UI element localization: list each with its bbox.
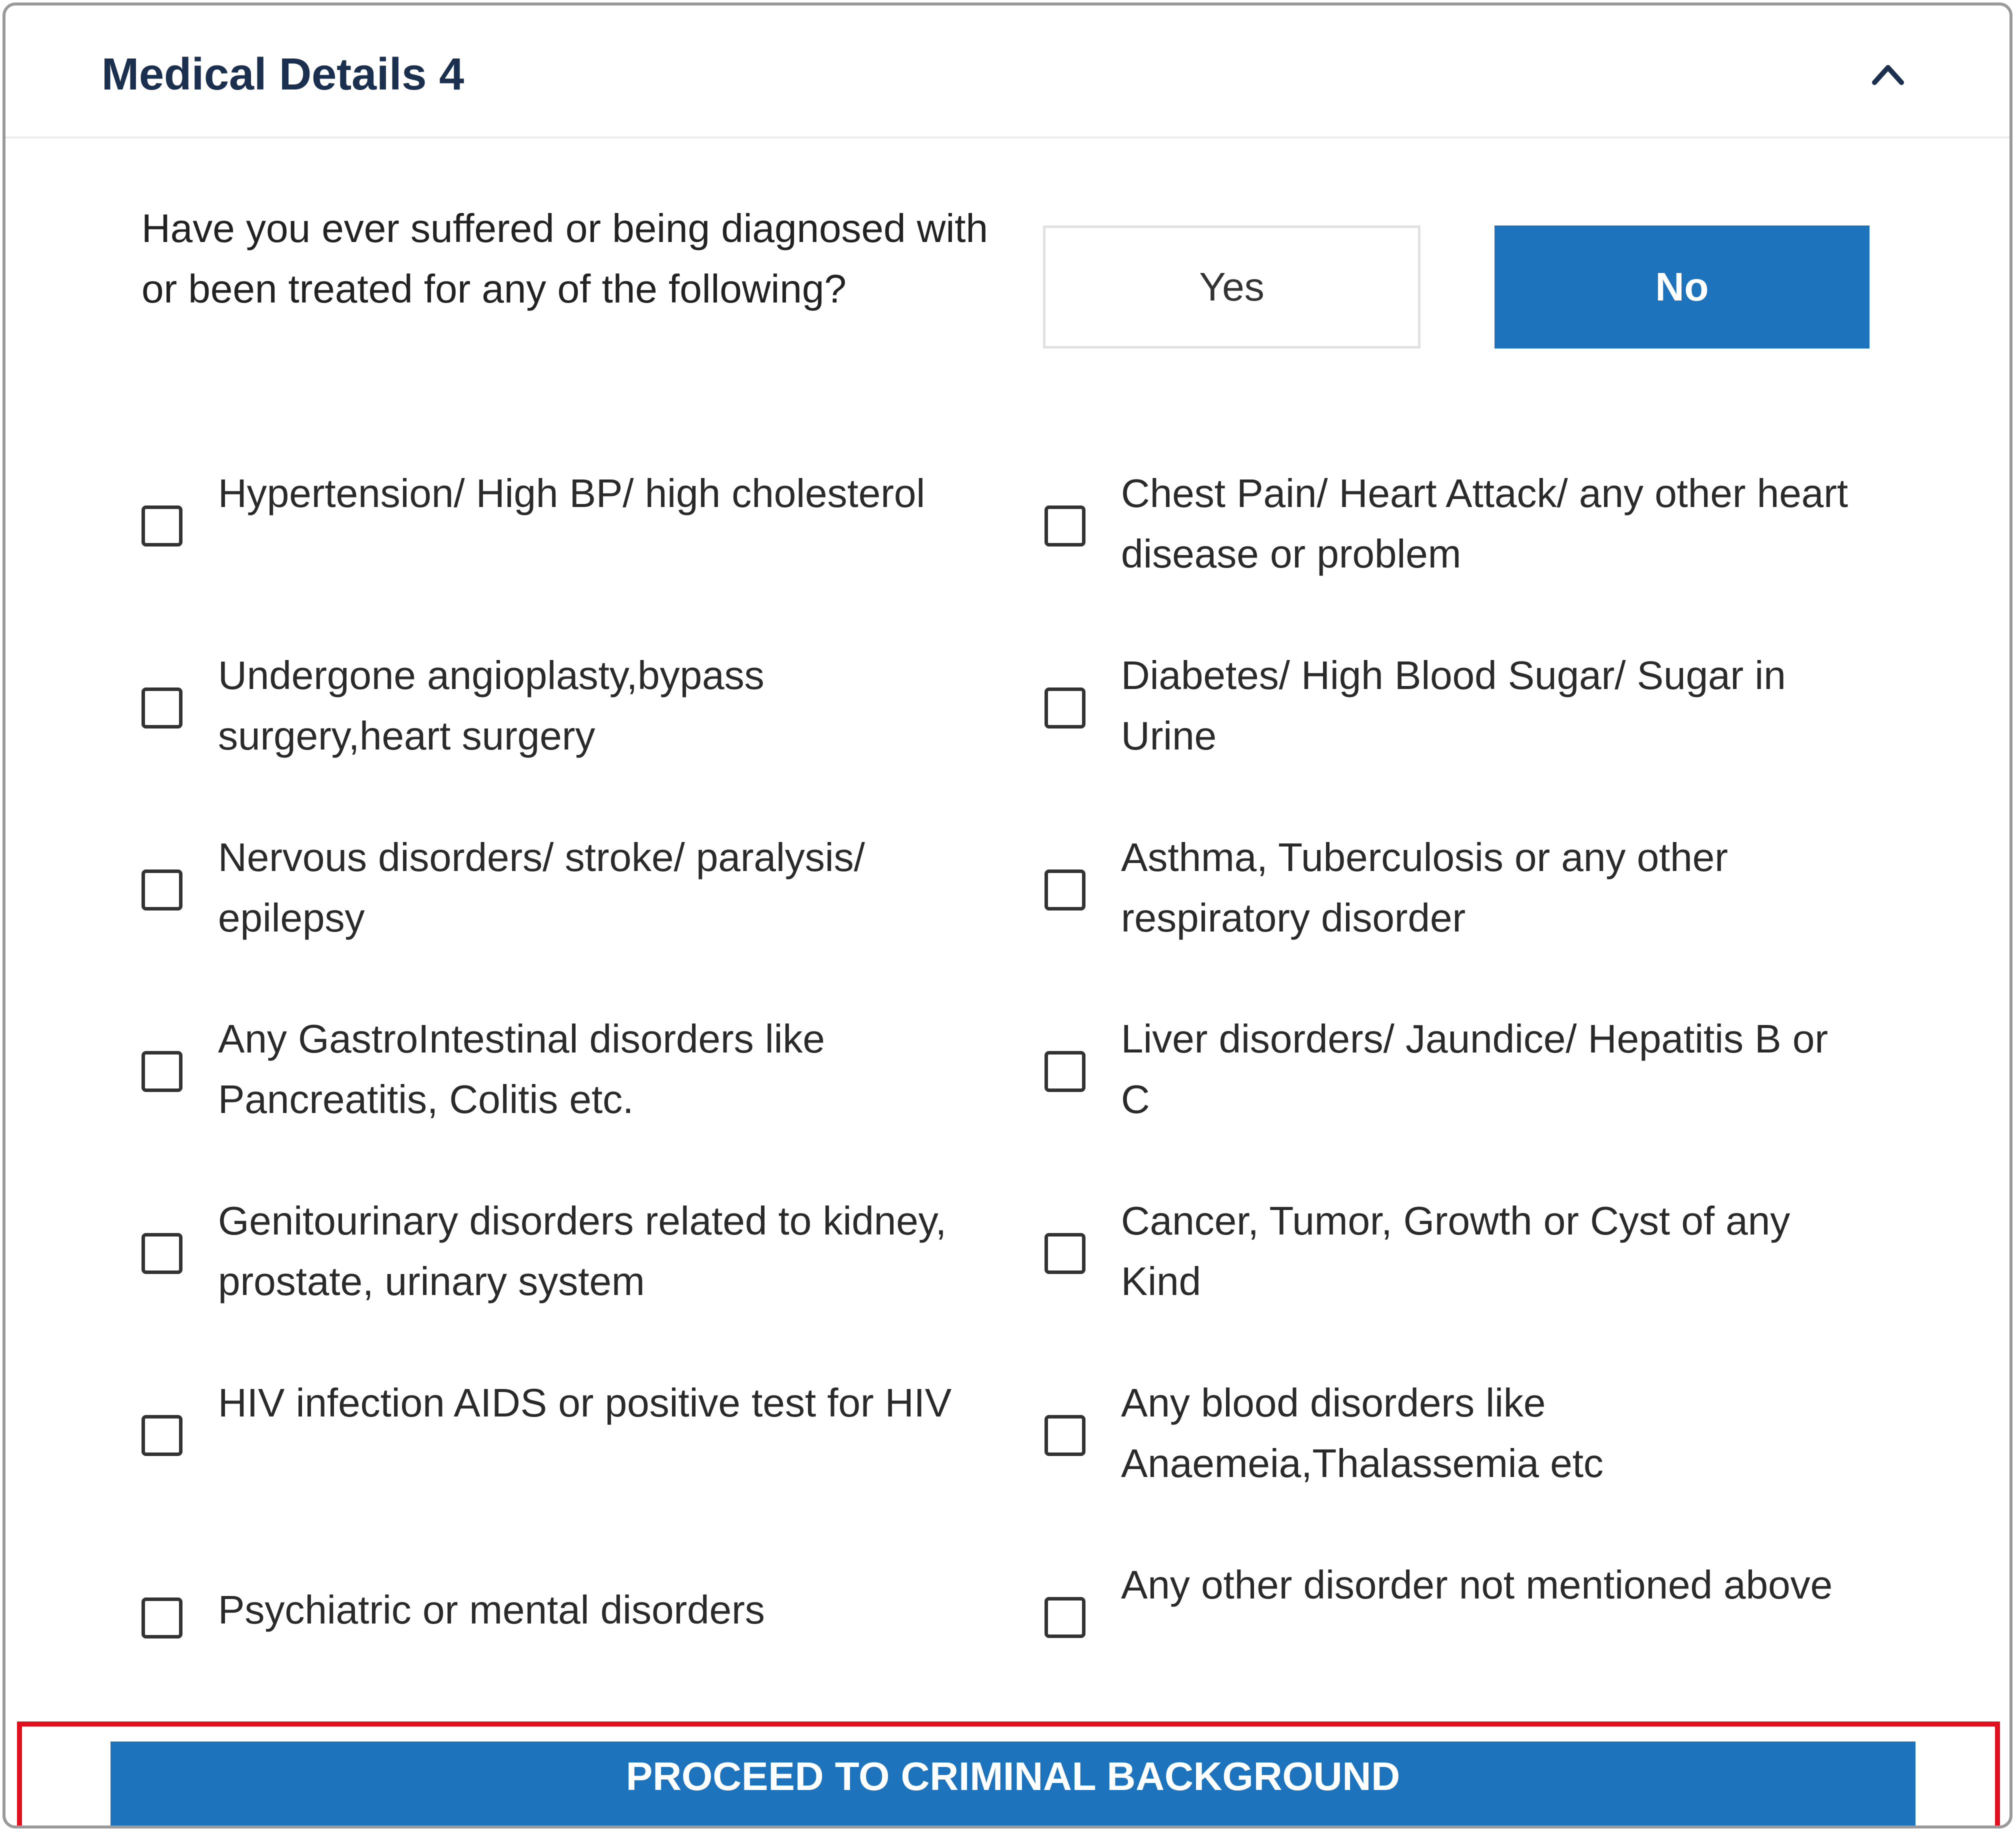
checkbox[interactable] bbox=[1044, 688, 1086, 728]
checkbox[interactable] bbox=[1044, 1233, 1086, 1274]
condition-label: Diabetes/ High Blood Sugar/ Sugar in Urine bbox=[1121, 653, 1786, 758]
condition-label: Any GastroIntestinal disorders like Pancreatitis, Colitis etc. bbox=[218, 1016, 825, 1122]
checkbox[interactable] bbox=[142, 1415, 182, 1456]
checkbox[interactable] bbox=[142, 1051, 182, 1092]
section-header[interactable] bbox=[6, 6, 2010, 138]
condition-label: Psychiatric or mental disorders bbox=[218, 1588, 765, 1632]
condition-label: Asthma, Tuberculosis or any other respiratory disorder bbox=[1121, 835, 1728, 940]
condition-label: Genitourinary disorders related to kidney, prostate, urinary system bbox=[218, 1198, 947, 1304]
checkbox[interactable] bbox=[1044, 1597, 1086, 1638]
condition-label: Any blood disorders like Anaemeia,Thalassemia etc bbox=[1121, 1380, 1604, 1486]
condition-label: Hypertension/ High BP/ high cholesterol bbox=[218, 471, 926, 516]
condition-label: Any other disorder not mentioned above bbox=[1121, 1562, 1833, 1607]
checkbox[interactable] bbox=[142, 870, 182, 910]
condition-label: HIV infection AIDS or positive test for HIV bbox=[218, 1380, 952, 1425]
no-button[interactable]: No bbox=[1494, 226, 1870, 348]
checkbox[interactable] bbox=[1044, 1051, 1086, 1092]
medical-details-panel bbox=[2, 2, 2012, 1828]
checkbox[interactable] bbox=[1044, 506, 1086, 546]
checkbox[interactable] bbox=[142, 1598, 182, 1638]
checkbox[interactable] bbox=[142, 688, 182, 728]
condition-label: Chest Pain/ Heart Attack/ any other heart disease or problem bbox=[1121, 471, 1848, 576]
section-title: Medical Details 4 bbox=[102, 50, 464, 100]
checkbox[interactable] bbox=[1044, 870, 1086, 910]
checkbox[interactable] bbox=[1044, 1415, 1086, 1456]
checkbox[interactable] bbox=[142, 506, 182, 546]
condition-label: Nervous disorders/ stroke/ paralysis/ epilepsy bbox=[218, 835, 865, 940]
proceed-highlight bbox=[17, 1722, 2000, 1828]
medical-question-text: Have you ever suffered or being diagnosed with or been treated for any of the following? bbox=[142, 206, 988, 311]
checkbox[interactable] bbox=[142, 1233, 182, 1274]
chevron-up-icon[interactable] bbox=[1870, 60, 1906, 90]
yes-button[interactable]: Yes bbox=[1043, 226, 1420, 348]
condition-label: Undergone angioplasty,bypass surgery,heart surgery bbox=[218, 653, 764, 758]
proceed-to-criminal-background-button[interactable]: PROCEED TO CRIMINAL BACKGROUND bbox=[110, 1742, 1916, 1828]
condition-label: Liver disorders/ Jaundice/ Hepatitis B or C bbox=[1121, 1016, 1828, 1122]
condition-label: Cancer, Tumor, Growth or Cyst of any Kind bbox=[1121, 1198, 1790, 1304]
